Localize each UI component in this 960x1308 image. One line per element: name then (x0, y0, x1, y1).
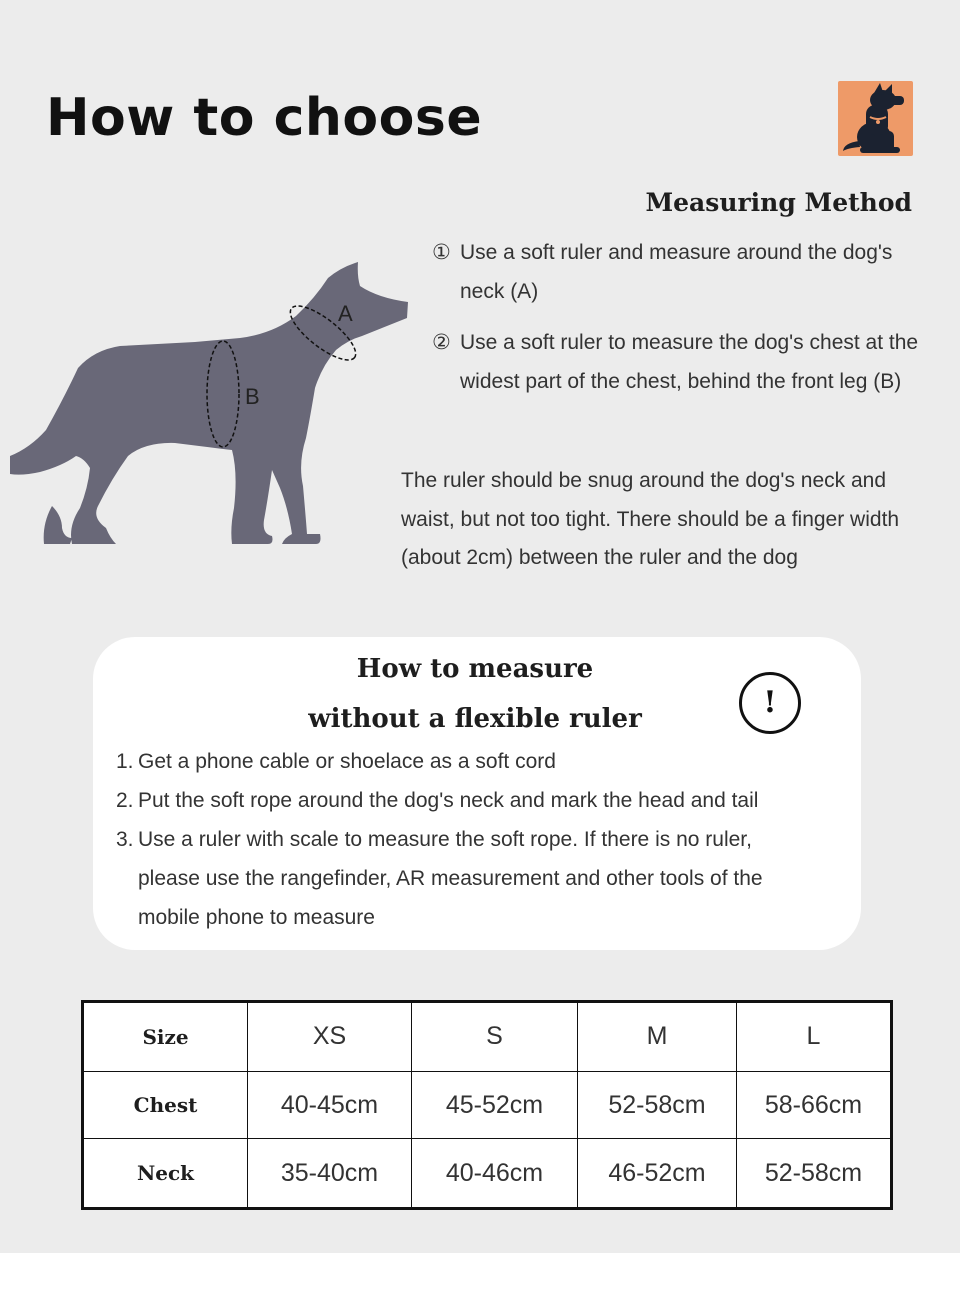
measuring-method-title: Measuring Method (645, 188, 912, 217)
dog-measurement-illustration (10, 258, 410, 553)
list-item-text: Get a phone cable or shoelace as a soft cord (138, 750, 556, 773)
step-number: ① (432, 241, 451, 264)
list-item-number: 2. (116, 789, 134, 812)
method-step-2 (432, 324, 922, 401)
table-cell: 52-58cm (737, 1139, 892, 1209)
label-a: A (338, 301, 353, 326)
card-steps-list (116, 742, 806, 937)
table-row (83, 1002, 892, 1072)
list-item (116, 820, 806, 937)
card-title-line-2: without a flexible ruler (308, 704, 642, 734)
table-cell: 52-58cm (578, 1071, 737, 1139)
table-cell: 40-45cm (248, 1071, 412, 1139)
step-text: Use a soft ruler to measure the dog's chest at the widest part of the chest, behind the front leg (B) (460, 331, 919, 393)
table-cell: 40-46cm (412, 1139, 578, 1209)
table-cell: 45-52cm (412, 1071, 578, 1139)
table-row (83, 1071, 892, 1139)
sitting-dog-icon (838, 81, 913, 156)
row-header-size: Size (83, 1002, 248, 1072)
method-step-1 (432, 234, 922, 311)
table-cell: 46-52cm (578, 1139, 737, 1209)
table-cell: M (578, 1002, 737, 1072)
table-cell: 58-66cm (737, 1071, 892, 1139)
step-text: Use a soft ruler and measure around the dog's neck (A) (460, 241, 893, 303)
measuring-tip-note: The ruler should be snug around the dog's neck and waist, but not too tight. There should be a finger width (about 2cm) between the ruler and the dog (401, 469, 900, 569)
size-chart-table (81, 1000, 893, 1210)
list-item-number: 3. (116, 828, 134, 851)
list-item-number: 1. (116, 750, 134, 773)
card-title-line-1: How to measure (356, 654, 594, 684)
table-row (83, 1139, 892, 1209)
list-item-text: Use a ruler with scale to measure the soft rope. If there is no ruler, please use the rangefinder, AR measurement and other tools of the mobile phone to measure (138, 828, 763, 929)
table-cell: S (412, 1002, 578, 1072)
table-cell: XS (248, 1002, 412, 1072)
table-cell: L (737, 1002, 892, 1072)
step-number: ② (432, 331, 451, 354)
list-item (116, 742, 806, 781)
row-header-neck: Neck (83, 1139, 248, 1209)
row-header-chest: Chest (83, 1071, 248, 1139)
page-title: How to choose (46, 88, 483, 148)
warning-icon: ! (739, 672, 801, 734)
label-b: B (245, 384, 260, 409)
list-item (116, 781, 806, 820)
table-cell: 35-40cm (248, 1139, 412, 1209)
list-item-text: Put the soft rope around the dog's neck and mark the head and tail (138, 789, 759, 812)
